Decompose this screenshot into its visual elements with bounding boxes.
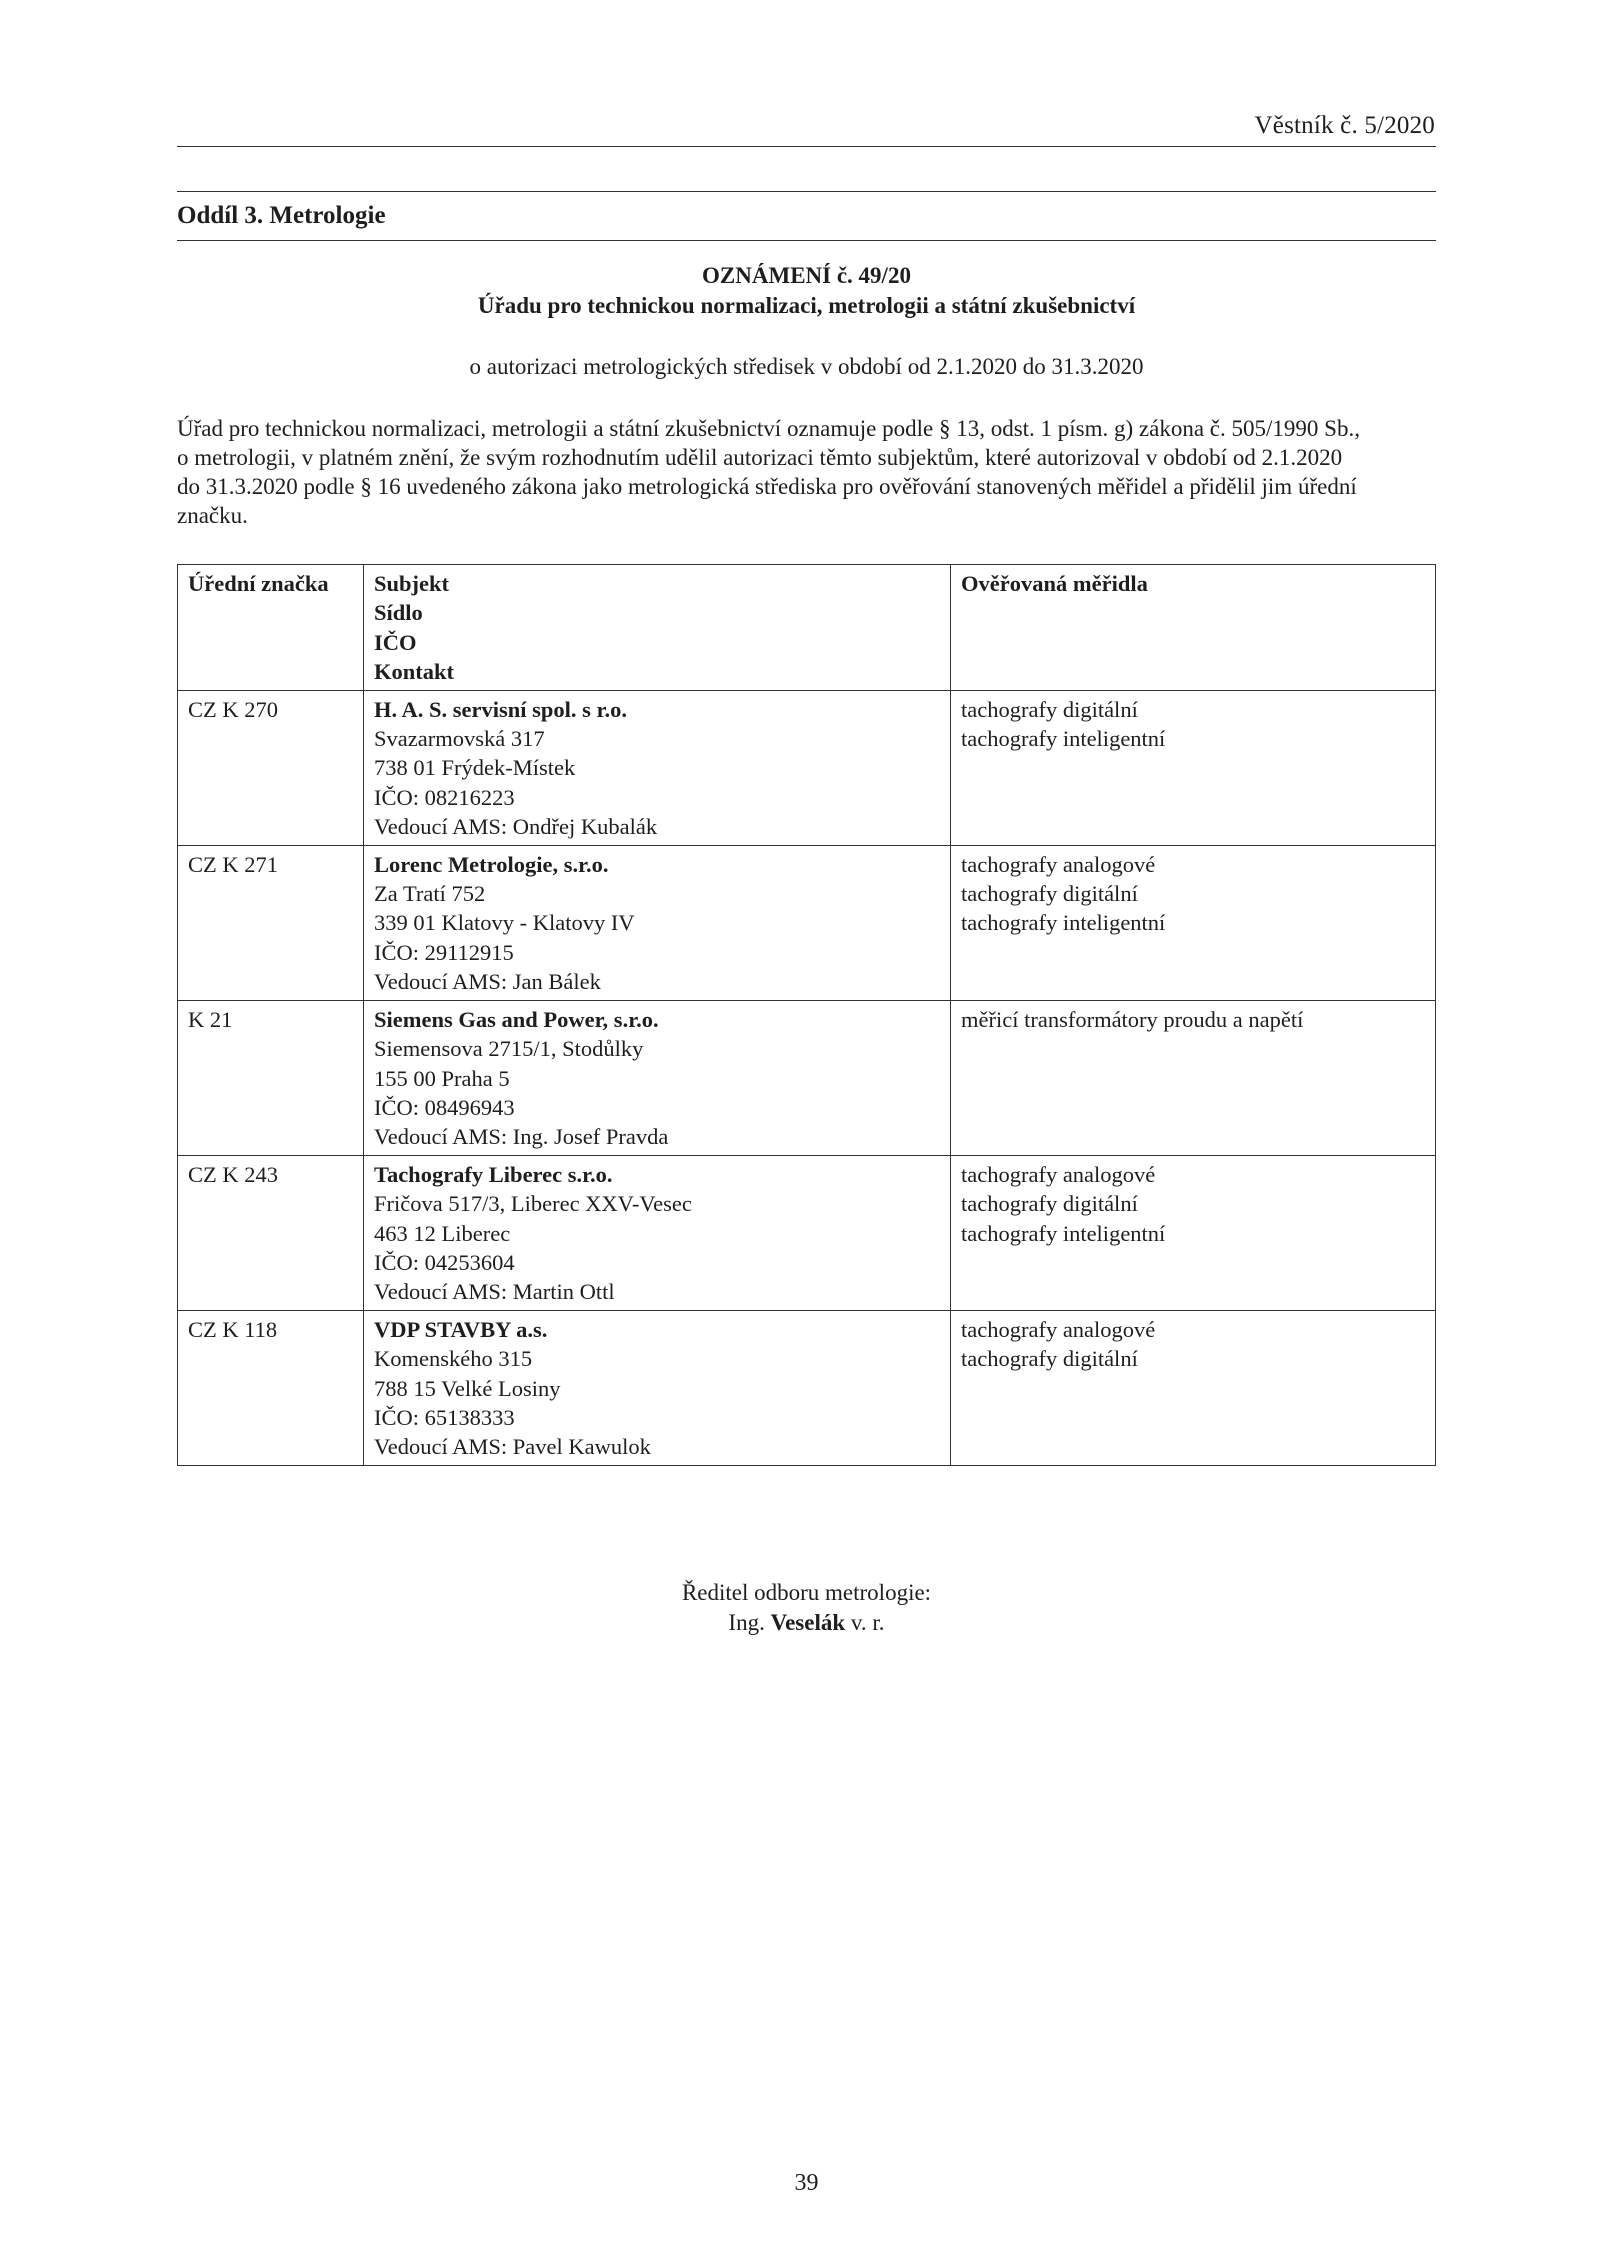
table-row [178, 1155, 1436, 1310]
subject-contact: Vedoucí AMS: Ing. Josef Pravda [374, 1124, 669, 1150]
subject-ico: IČO: 29112915 [374, 939, 514, 965]
subject-contact: Vedoucí AMS: Pavel Kawulok [374, 1434, 651, 1460]
instruments-cell [951, 1310, 1436, 1465]
instrument-item: tachografy inteligentní [961, 910, 1166, 936]
section-title: Oddíl 3. Metrologie [177, 202, 386, 229]
official-mark-cell: CZ K 118 [178, 1310, 364, 1465]
subject-cell [364, 1155, 951, 1310]
subject-address: Za Tratí 752 [374, 881, 486, 907]
header-subject [364, 565, 951, 691]
authorization-table [177, 564, 1436, 1466]
journal-issue-header: Věstník č. 5/2020 [1254, 112, 1435, 139]
subject-postcode-city: 155 00 Praha 5 [374, 1065, 510, 1091]
table-header-row [178, 565, 1436, 691]
instrument-item: tachografy inteligentní [961, 726, 1166, 752]
intro-paragraph [177, 414, 1436, 530]
instrument-item: tachografy digitální [961, 1346, 1138, 1372]
instrument-item: tachografy analogové [961, 851, 1156, 877]
subject-address: Fričova 517/3, Liberec XXV-Vesec [374, 1191, 692, 1217]
instrument-item: tachografy analogové [961, 1161, 1156, 1187]
subject-postcode-city: 738 01 Frýdek-Místek [374, 755, 576, 781]
official-mark-cell: K 21 [178, 1000, 364, 1155]
signature-title: Ředitel odboru metrologie: [681, 1580, 932, 1605]
subject-name: Siemens Gas and Power, s.r.o. [374, 1006, 659, 1032]
section-rule-bottom [177, 240, 1436, 241]
instruments-cell [951, 1155, 1436, 1310]
instrument-item: tachografy digitální [961, 881, 1138, 907]
subject-contact: Vedoucí AMS: Ondřej Kubalák [374, 814, 658, 840]
intro-line: do 31.3.2020 podle § 16 uvedeného zákona jako metrologická střediska pro ověřování stanovených měřidel a přidělil jim úřední [177, 474, 1357, 499]
instruments-cell [951, 690, 1436, 845]
instrument-item: tachografy analogové [961, 1316, 1156, 1342]
official-mark-cell: CZ K 270 [178, 690, 364, 845]
subject-ico: IČO: 04253604 [374, 1249, 515, 1275]
subject-name: VDP STAVBY a.s. [374, 1316, 548, 1342]
official-mark-cell: CZ K 243 [178, 1155, 364, 1310]
subject-postcode-city: 463 12 Liberec [374, 1220, 511, 1246]
signature-suffix: v. r. [850, 1610, 885, 1635]
instruments-cell [951, 845, 1436, 1000]
instrument-item: tachografy inteligentní [961, 1220, 1166, 1246]
intro-line: Úřad pro technickou normalizaci, metrologii a státní zkušebnictví oznamuje podle § 13, odst. 1 písm. g) zákona č. 505/1990 Sb., [177, 416, 1360, 441]
signature-surname: Veselák [770, 1610, 846, 1635]
subject-contact: Vedoucí AMS: Jan Bálek [374, 969, 601, 995]
signature-prefix: Ing. [728, 1610, 765, 1635]
notice-authority: Úřadu pro technickou normalizaci, metrologii a státní zkušebnictví [477, 293, 1136, 318]
subject-postcode-city: 788 15 Velké Losiny [374, 1375, 561, 1401]
intro-line: značku. [177, 503, 248, 528]
header-official-mark: Úřední značka [178, 565, 364, 691]
instrument-item: měřicí transformátory proudu a napětí [961, 1006, 1304, 1032]
instrument-item: tachografy digitální [961, 1191, 1138, 1217]
intro-line: o metrologii, v platném znění, že svým rozhodnutím udělil autorizaci těmto subjektům, které autorizoval v období od 2.1.2020 [177, 445, 1343, 470]
instrument-item: tachografy digitální [961, 696, 1138, 722]
subject-cell [364, 1000, 951, 1155]
header-instruments: Ověřovaná měřidla [951, 565, 1436, 691]
subject-ico: IČO: 08496943 [374, 1094, 515, 1120]
table-row [178, 845, 1436, 1000]
notice-subtitle: o autorizaci metrologických středisek v období od 2.1.2020 do 31.3.2020 [469, 354, 1144, 379]
header-subject-line: Kontakt [374, 659, 455, 685]
subject-address: Komenského 315 [374, 1346, 533, 1372]
table-row [178, 1310, 1436, 1465]
subject-address: Siemensova 2715/1, Stodůlky [374, 1036, 644, 1062]
page-number: 39 [794, 2170, 819, 2196]
subject-postcode-city: 339 01 Klatovy - Klatovy IV [374, 910, 635, 936]
notice-title: OZNÁMENÍ č. 49/20 [702, 263, 911, 288]
instruments-cell [951, 1000, 1436, 1155]
subject-name: Lorenc Metrologie, s.r.o. [374, 851, 609, 877]
subject-cell [364, 1310, 951, 1465]
header-subject-line: Sídlo [374, 600, 423, 626]
subject-cell [364, 690, 951, 845]
section-rule-top [177, 191, 1436, 192]
header-rule [177, 146, 1436, 147]
table-row [178, 690, 1436, 845]
table-row [178, 1000, 1436, 1155]
subject-cell [364, 845, 951, 1000]
header-subject-line: IČO [374, 629, 417, 655]
subject-contact: Vedoucí AMS: Martin Ottl [374, 1279, 615, 1305]
header-subject-line: Subjekt [374, 571, 450, 596]
subject-name: H. A. S. servisní spol. s r.o. [374, 696, 627, 722]
subject-ico: IČO: 65138333 [374, 1404, 515, 1430]
official-mark-cell: CZ K 271 [178, 845, 364, 1000]
subject-ico: IČO: 08216223 [374, 784, 515, 810]
subject-name: Tachografy Liberec s.r.o. [374, 1161, 613, 1187]
subject-address: Svazarmovská 317 [374, 726, 545, 752]
signature-name [177, 1610, 1436, 1636]
